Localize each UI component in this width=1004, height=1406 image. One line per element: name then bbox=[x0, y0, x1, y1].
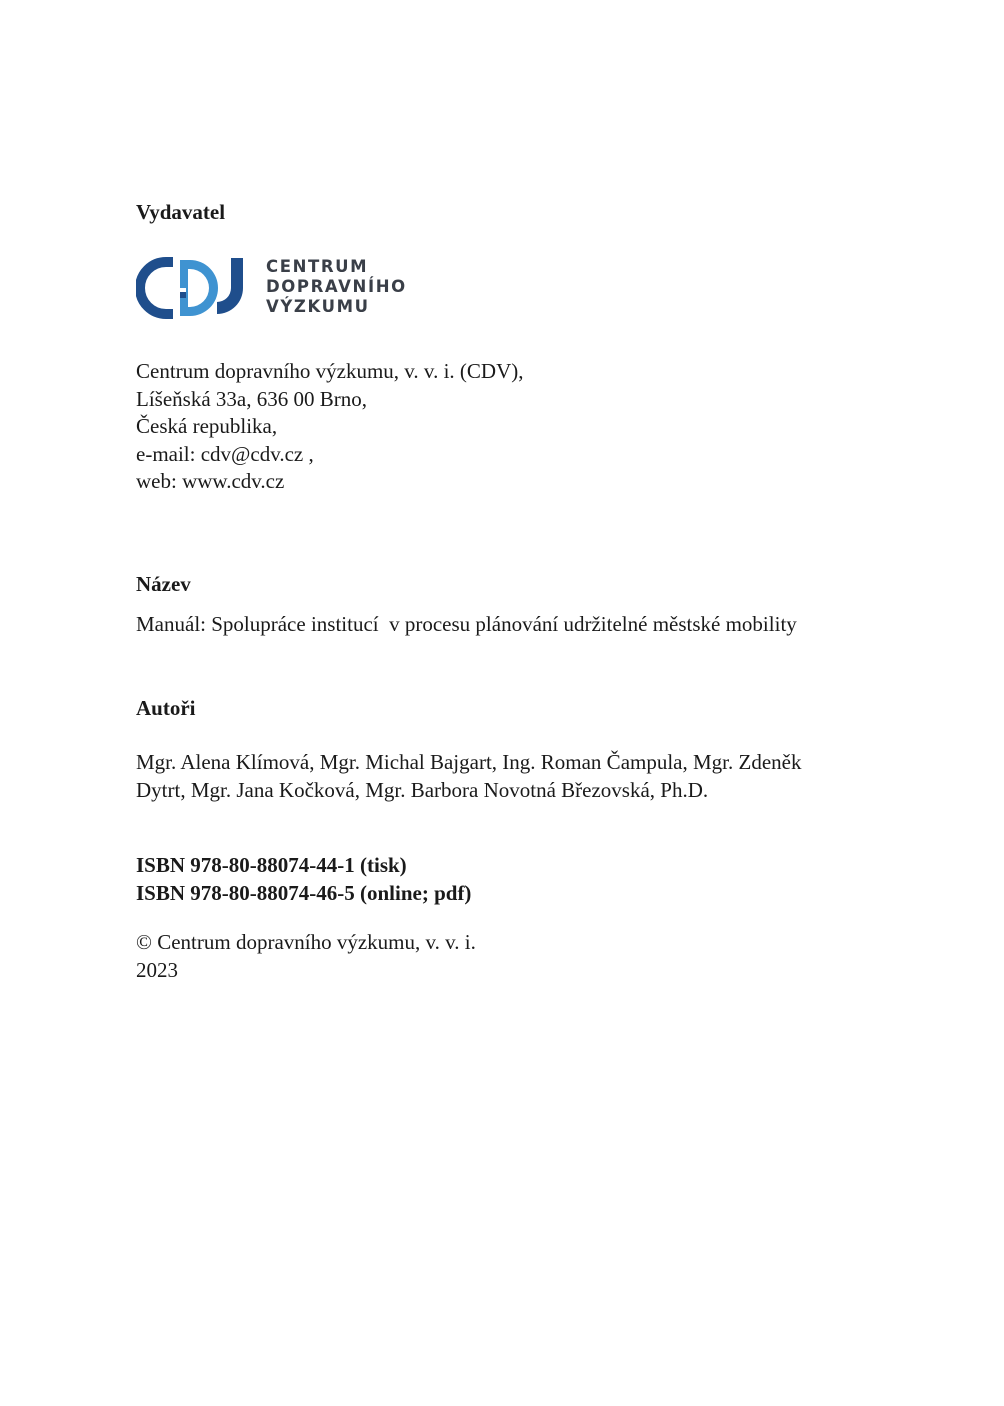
isbn-print: ISBN 978-80-88074-44-1 (tisk) bbox=[136, 853, 407, 877]
logo-word-3: VÝZKUMU bbox=[266, 297, 370, 316]
title-heading: Název bbox=[136, 572, 191, 596]
authors-list bbox=[136, 749, 876, 804]
address-line: Centrum dopravního výzkumu, v. v. i. (CDV), bbox=[136, 359, 524, 383]
cdv-logo bbox=[136, 256, 426, 320]
web-line: web: www.cdv.cz bbox=[136, 469, 285, 493]
title-text bbox=[136, 611, 797, 639]
publication-title: Manuál: Spolupráce institucí v procesu plánování udržitelné městské mobility bbox=[136, 612, 797, 636]
address-line: Líšeňská 33a, 636 00 Brno, bbox=[136, 386, 367, 411]
title-section bbox=[136, 570, 191, 598]
authors-line: Dytrt, Mgr. Jana Kočková, Mgr. Barbora Novotná Březovská, Ph.D. bbox=[136, 777, 709, 802]
isbn-section bbox=[136, 851, 471, 907]
authors-line: Mgr. Alena Klímová, Mgr. Michal Bajgart, Ing. Roman Čampula, Mgr. Zdeněk bbox=[136, 750, 802, 774]
copyright-line: © Centrum dopravního výzkumu, v. v. i. bbox=[136, 930, 476, 954]
isbn-online: ISBN 978-80-88074-46-5 (online; pdf) bbox=[136, 881, 472, 905]
cdv-logo-mark bbox=[136, 256, 256, 320]
logo-wordmark bbox=[266, 257, 407, 317]
publisher-section bbox=[136, 198, 225, 226]
logo-word-1: CENTRUM bbox=[266, 257, 369, 276]
authors-heading: Autoři bbox=[136, 696, 196, 720]
publisher-heading: Vydavatel bbox=[136, 200, 226, 224]
address-line: Česká republika, bbox=[136, 414, 278, 438]
publisher-address bbox=[136, 358, 523, 496]
authors-section bbox=[136, 694, 196, 722]
logo-word-2: DOPRAVNÍHO bbox=[266, 277, 407, 296]
copyright-section bbox=[136, 929, 476, 984]
email-line: e-mail: cdv@cdv.cz , bbox=[136, 441, 314, 466]
copyright-year: 2023 bbox=[136, 957, 178, 982]
